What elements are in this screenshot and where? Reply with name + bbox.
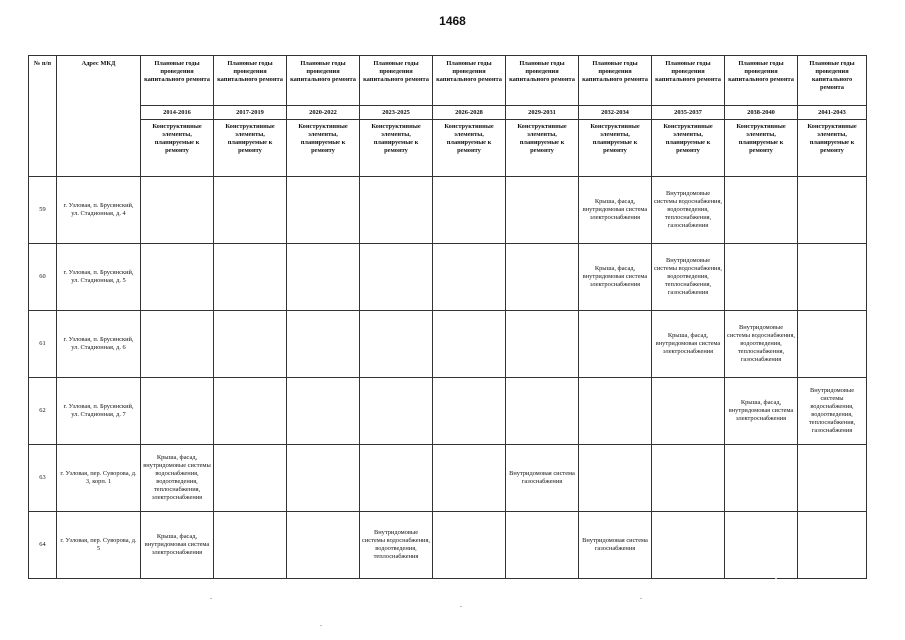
empty-cell <box>725 512 798 579</box>
row-address: г. Узловая, п. Брусянский, ул. Стадионная, д. 5 <box>57 244 141 311</box>
elements-header: Конструктивные элементы, планируемые к ремонту <box>725 120 798 177</box>
number-column-header: № п/п <box>29 56 57 177</box>
empty-cell <box>360 244 433 311</box>
page-number: 1468 <box>439 14 466 28</box>
empty-cell <box>798 445 867 512</box>
period-years-header: 2020-2022 <box>287 106 360 120</box>
row-address: г. Узловая, п. Брусянский, ул. Стадионная, д. 6 <box>57 311 141 378</box>
empty-cell <box>287 512 360 579</box>
elements-header: Конструктивные элементы, планируемые к ремонту <box>214 120 287 177</box>
empty-cell <box>287 177 360 244</box>
period-title-header: Плановые годы проведения капитального ремонта <box>360 56 433 106</box>
elements-header: Конструктивные элементы, планируемые к ремонту <box>652 120 725 177</box>
row-address: г. Узловая, пер. Суворова, д. 5 <box>57 512 141 579</box>
empty-cell <box>360 177 433 244</box>
empty-cell <box>433 311 506 378</box>
table-header <box>29 56 867 177</box>
period-years-header: 2041-2043 <box>798 106 867 120</box>
empty-cell <box>360 311 433 378</box>
empty-cell <box>287 445 360 512</box>
capital-repair-schedule-table <box>28 55 867 579</box>
period-title-header: Плановые годы проведения капитального ремонта <box>433 56 506 106</box>
empty-cell <box>798 177 867 244</box>
empty-cell <box>360 445 433 512</box>
repair-work-cell: Внутридомовые системы водоснабжения, водоотведения, теплоснабжения, газоснабжения <box>798 378 867 445</box>
scan-speck <box>775 578 777 579</box>
empty-cell <box>433 512 506 579</box>
period-years-header: 2029-2031 <box>506 106 579 120</box>
empty-cell <box>433 445 506 512</box>
repair-work-cell: Внутридомовые системы водоснабжения, водоотведения, теплоснабжения, газоснабжения <box>652 177 725 244</box>
table-row <box>29 378 867 445</box>
empty-cell <box>141 378 214 445</box>
scan-speck <box>210 598 212 599</box>
row-number: 64 <box>29 512 57 579</box>
empty-cell <box>579 378 652 445</box>
address-column-header: Адрес МКД <box>57 56 141 177</box>
repair-work-cell: Внутридомовая система газоснабжения <box>579 512 652 579</box>
period-title-header: Плановые годы проведения капитального ремонта <box>652 56 725 106</box>
row-address: г. Узловая, п. Брусянский, ул. Стадионная, д. 7 <box>57 378 141 445</box>
table-row <box>29 445 867 512</box>
empty-cell <box>287 244 360 311</box>
empty-cell <box>360 378 433 445</box>
repair-work-cell: Крыша, фасад, внутридомовая система электроснабжения <box>579 177 652 244</box>
row-address: г. Узловая, п. Брусянский, ул. Стадионная, д. 4 <box>57 177 141 244</box>
table-row <box>29 177 867 244</box>
repair-work-cell: Внутридомовые системы водоснабжения, водоотведения, теплоснабжения <box>360 512 433 579</box>
empty-cell <box>798 311 867 378</box>
empty-cell <box>214 177 287 244</box>
period-title-header: Плановые годы проведения капитального ремонта <box>214 56 287 106</box>
empty-cell <box>725 445 798 512</box>
period-years-header: 2026-2028 <box>433 106 506 120</box>
empty-cell <box>214 311 287 378</box>
repair-work-cell: Внутридомовые системы водоснабжения, водоотведения, теплоснабжения, газоснабжения <box>725 311 798 378</box>
empty-cell <box>652 512 725 579</box>
empty-cell <box>433 244 506 311</box>
empty-cell <box>141 311 214 378</box>
scan-speck <box>320 625 322 626</box>
period-years-header: 2023-2025 <box>360 106 433 120</box>
period-title-header: Плановые годы проведения капитального ремонта <box>725 56 798 106</box>
row-number: 60 <box>29 244 57 311</box>
empty-cell <box>798 244 867 311</box>
elements-header: Конструктивные элементы, планируемые к ремонту <box>433 120 506 177</box>
empty-cell <box>141 244 214 311</box>
elements-header: Конструктивные элементы, планируемые к ремонту <box>287 120 360 177</box>
empty-cell <box>652 445 725 512</box>
scan-speck <box>460 606 462 607</box>
empty-cell <box>214 244 287 311</box>
period-years-header: 2017-2019 <box>214 106 287 120</box>
table-row <box>29 512 867 579</box>
elements-header: Конструктивные элементы, планируемые к ремонту <box>506 120 579 177</box>
empty-cell <box>725 244 798 311</box>
empty-cell <box>433 378 506 445</box>
empty-cell <box>652 378 725 445</box>
empty-cell <box>214 512 287 579</box>
table-body <box>29 177 867 579</box>
empty-cell <box>214 378 287 445</box>
empty-cell <box>287 378 360 445</box>
row-number: 61 <box>29 311 57 378</box>
table-row <box>29 311 867 378</box>
period-title-header: Плановые годы проведения капитального ремонта <box>287 56 360 106</box>
empty-cell <box>433 177 506 244</box>
empty-cell <box>506 244 579 311</box>
row-number: 62 <box>29 378 57 445</box>
elements-header: Конструктивные элементы, планируемые к ремонту <box>579 120 652 177</box>
repair-work-cell: Внутридомовые системы водоснабжения, водоотведения, теплоснабжения, газоснабжения <box>652 244 725 311</box>
period-years-header: 2035-2037 <box>652 106 725 120</box>
row-number: 59 <box>29 177 57 244</box>
empty-cell <box>141 177 214 244</box>
period-title-header: Плановые годы проведения капитального ремонта <box>506 56 579 106</box>
repair-work-cell: Крыша, фасад, внутридомовая система электроснабжения <box>725 378 798 445</box>
row-address: г. Узловая, пер. Суворова, д. 3, корп. 1 <box>57 445 141 512</box>
period-title-header: Плановые годы проведения капитального ремонта <box>141 56 214 106</box>
empty-cell <box>214 445 287 512</box>
empty-cell <box>506 177 579 244</box>
empty-cell <box>287 311 360 378</box>
empty-cell <box>579 445 652 512</box>
repair-work-cell: Крыша, фасад, внутридомовая система электроснабжения <box>141 512 214 579</box>
empty-cell <box>506 311 579 378</box>
period-title-header: Плановые годы проведения капитального ремонта <box>798 56 867 106</box>
empty-cell <box>506 512 579 579</box>
period-years-header: 2032-2034 <box>579 106 652 120</box>
elements-header: Конструктивные элементы, планируемые к ремонту <box>798 120 867 177</box>
empty-cell <box>798 512 867 579</box>
scan-speck <box>640 598 642 599</box>
empty-cell <box>725 177 798 244</box>
empty-cell <box>579 311 652 378</box>
table-row <box>29 244 867 311</box>
repair-work-cell: Крыша, фасад, внутридомовая система электроснабжения <box>579 244 652 311</box>
empty-cell <box>506 378 579 445</box>
elements-header: Конструктивные элементы, планируемые к ремонту <box>141 120 214 177</box>
period-years-header: 2038-2040 <box>725 106 798 120</box>
elements-header: Конструктивные элементы, планируемые к ремонту <box>360 120 433 177</box>
repair-work-cell: Крыша, фасад, внутридомовая система электроснабжения <box>652 311 725 378</box>
row-number: 63 <box>29 445 57 512</box>
period-years-header: 2014-2016 <box>141 106 214 120</box>
period-title-header: Плановые годы проведения капитального ремонта <box>579 56 652 106</box>
repair-work-cell: Крыша, фасад, внутридомовые системы водоснабжения, водоотведения, теплоснабжения, электроснабжения <box>141 445 214 512</box>
repair-work-cell: Внутридомовая система газоснабжения <box>506 445 579 512</box>
